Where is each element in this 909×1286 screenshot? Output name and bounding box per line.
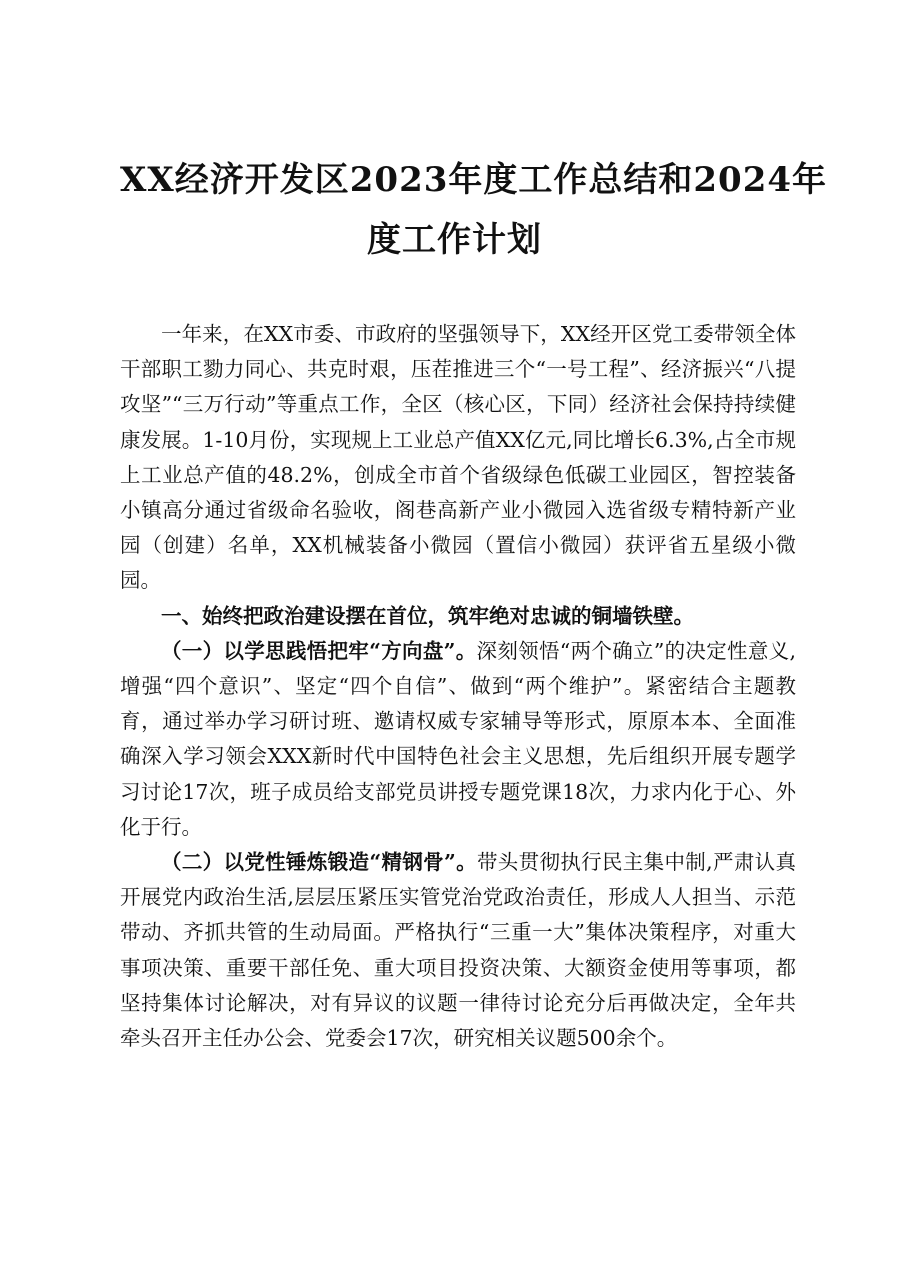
- title-line-2: 度工作计划: [367, 220, 542, 260]
- document-title: [120, 150, 828, 270]
- item-text-2: 带头贯彻执行民主集中制,严肃认真开展党内政治生活,层层压紧压实管党治党政治责任，形成人人担当、示范带动、齐抓共管的生动局面。严格执行“三重一大”集体决策程序，对重大事项决策、重要干部任免、重大项目投资决策、大额资金使用等事项，都坚持集体讨论解决，对有异议的议题一律待讨论充分后再做决定，全年共牵头召开主任办公会、党委会17次，研究相关议题500余个。: [120, 850, 796, 1051]
- item-paragraph-1: [120, 634, 796, 845]
- item-paragraph-2: [120, 845, 796, 1056]
- section-heading-1: 一、始终把政治建设摆在首位，筑牢绝对忠诚的铜墙铁壁。: [161, 603, 694, 628]
- intro-paragraph: 一年来，在XX市委、市政府的坚强领导下，XX经开区党工委带领全体干部职工勠力同心、共克时艰，压茬推进三个“一号工程”、经济振兴“八提攻坚”“三万行动”等重点工作，全区（核心区，下同）经济社会保持持续健康发展。1-10月份，实现规上工业总产值XX亿元,同比增长6.3%,占全市规上工业总产值的48.2%，创成全市首个省级绿色低碳工业园区，智控装备小镇高分通过省级命名验收，阁巷高新产业小微园入选省级专精特新产业园（创建）名单，XX机械装备小微园（置信小微园）获评省五星级小微园。: [120, 322, 796, 593]
- item-title-2: （二）以党性锤炼锻造“精钢骨”。: [161, 850, 477, 875]
- document-body: [120, 317, 796, 1056]
- item-title-1: （一）以学思践悟把牢“方向盘”。: [161, 638, 477, 663]
- title-line-1: XX经济开发区2023年度工作总结和2024年: [120, 160, 828, 200]
- item-text-1: 深刻领悟“两个确立”的决定性意义,增强“四个意识”、坚定“四个自信”、做到“两个维护”。紧密结合主题教育，通过举办学习研讨班、邀请权威专家辅导等形式，原原本本、全面准确深入学习领会XXX新时代中国特色社会主义思想，先后组织开展专题学习讨论17次，班子成员给支部党员讲授专题党课18次，力求内化于心、外化于行。: [120, 638, 796, 839]
